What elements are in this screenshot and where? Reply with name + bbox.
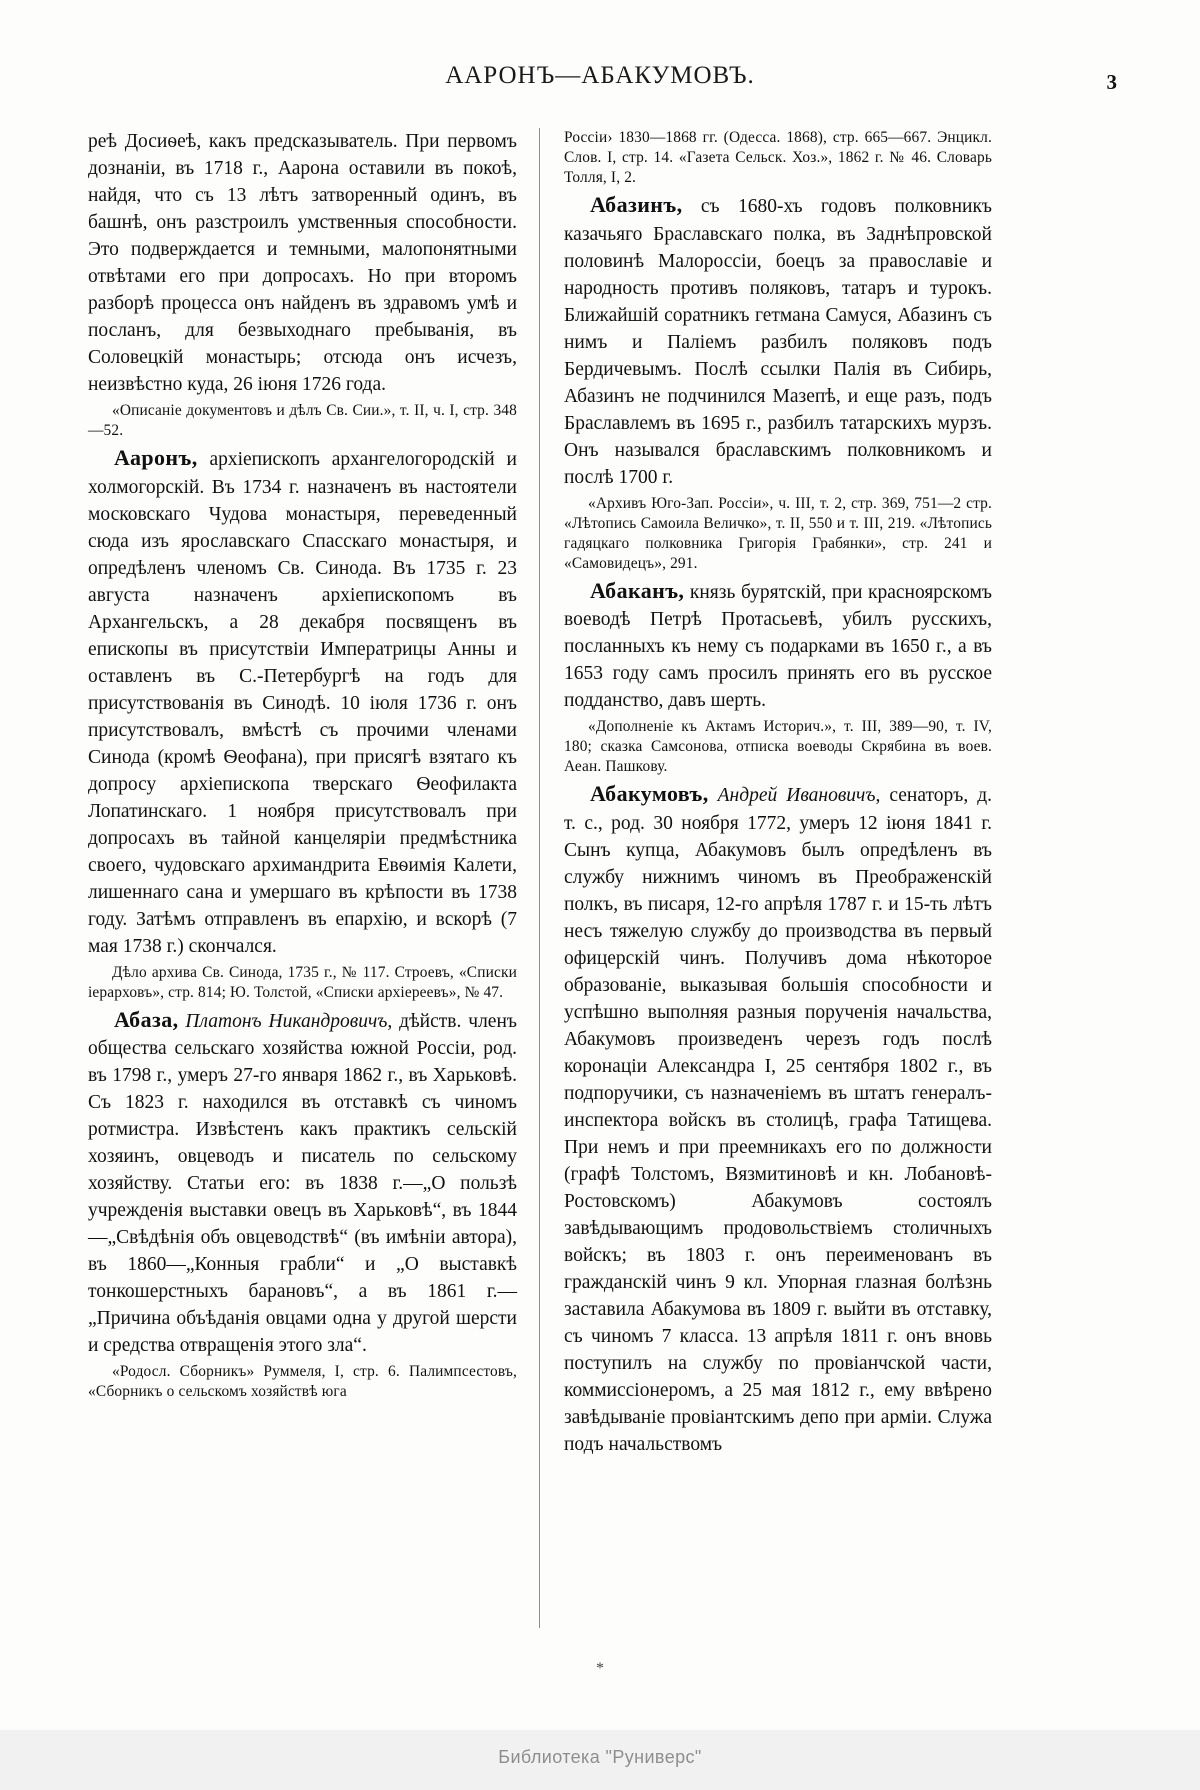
source-note: «Описаніе документовъ и дѣлъ Св. Сии.», т. II, ч. I, стр. 348—52. (88, 402, 517, 440)
entry-headword: Абаканъ, (590, 577, 685, 603)
source-note: Дѣло архива Св. Синода, 1735 г., № 117. Строевъ, «Списки іерарховъ», стр. 814; Ю. Толстой, «Списки архіереевъ», № 47. (88, 963, 517, 1001)
dictionary-entry (88, 443, 517, 959)
dictionary-entry (564, 190, 992, 490)
entry-text: сенаторъ, д. т. с., род. 30 ноября 1772, умеръ 12 іюня 1841 г. Сынъ купца, Абакумовъ былъ опредѣленъ въ службу нижнимъ чиномъ въ Преображенскій полкъ, въ писаря, 12-го апрѣля 1787 г. и 15-ть лѣтъ несъ тяжелую службу до производства въ первый офицерскій чинъ. Получивъ дома нѣкоторое образованіе, выказывая большія способности и успѣшно выполняя разныя порученія начальства, Абакумовъ произведенъ черезъ годъ послѣ коронаціи Александра I, 25 сентября 1802 г., въ подпоручики, съ назначеніемъ въ штатъ генералъ-инспектора войскъ въ столицѣ, графа Татищева. При немъ и при преемникахъ его по должности (графѣ Толстомъ, Вязмитиновѣ и кн. Лобановѣ-Ростовскомъ) Абакумовъ состоялъ завѣдывающимъ продовольствіемъ столичныхъ войскъ; въ 1803 г. онъ переименованъ въ гражданскій чинъ 9 кл. Упорная глазная болѣзнь заставила Абакумова въ 1809 г. выйти въ отставку, съ чиномъ 7 класса. 13 апрѣля 1811 г. онъ вновь поступилъ на службу по провіанчской части, коммиссіонеромъ, а 25 мая 1812 г., ему ввѣрено завѣдываніе провіантскимъ депо при арміи. Служа подъ начальствомъ (564, 785, 992, 1455)
right-column (540, 128, 992, 1628)
entry-text: князь бурятскій, при красноярскомъ воеводѣ Петрѣ Протасьевѣ, убилъ русскихъ, посланныхъ къ нему съ подарками въ 1650 г., а въ 1653 году самъ просилъ принять его въ русское подданство, давъ шерть. (564, 581, 992, 712)
running-title: ААРОНЪ—АБАКУМОВЪ. (445, 62, 755, 89)
dictionary-entry (564, 779, 992, 1457)
left-column (88, 128, 540, 1628)
dictionary-entry (88, 1005, 517, 1359)
entry-headword: Абакумовъ, (590, 781, 709, 807)
continued-source-note: Россіи› 1830—1868 гг. (Одесса. 1868), стр. 665—667. Энцикл. Слов. I, стр. 14. «Газета Сельск. Хоз.», 1862 г. № 46. Словарь Толля, I, 2. (564, 129, 992, 187)
source-note: «Дополненіе къ Актамъ Историч.», т. III, 389—90, т. IV, 180; сказка Самсонова, отписка воеводы Скрябина въ воев. Аеан. Пашкову. (564, 718, 992, 776)
page-header (0, 62, 1200, 90)
entry-headword: Абазинъ, (590, 192, 683, 218)
entry-headword: Ааронъ, (114, 445, 198, 471)
page-number: 3 (1106, 70, 1117, 94)
entry-text: съ 1680-хъ годовъ полковникъ казачьяго Браславскаго полка, въ Заднѣпровской половинѣ Малороссіи, боецъ за православіе и народность противъ поляковъ, татаръ и турокъ. Ближайшій соратникъ гетмана Самуся, Абазинъ съ нимъ и Паліемъ разбилъ поляковъ подъ Бердичевымъ. Послѣ ссылки Палія въ Сибирь, Абазинъ не подчинился Мазепѣ, и еще разъ, подъ Браславлемъ въ 1695 г., разбилъ татарскихъ мурзъ. Онъ назывался браславскимъ полковникомъ и послѣ 1700 г. (564, 196, 992, 488)
text-columns (88, 128, 1116, 1628)
entry-name-italic: Андрей Ивановичъ, (708, 785, 881, 807)
entry-headword: Абаза, (114, 1006, 179, 1032)
source-note: «Архивъ Юго-Зап. Россіи», ч. III, т. 2, стр. 369, 751—2 стр. «Лѣтопись Самоила Величко», т. II, 550 и т. III, 219. «Лѣтопись гадяцкаго полковника Григорія Грабянки», стр. 241 и «Самовидецъ», 291. (564, 494, 992, 572)
entry-name-italic: Платонъ Никандровичъ, (178, 1010, 393, 1032)
footnote-asterisk: * (596, 1660, 604, 1677)
continued-paragraph: реѣ Досиѳеѣ, какъ предсказыватель. При первомъ дознаніи, въ 1718 г., Аарона оставили въ покоѣ, найдя, что съ 13 лѣтъ затворенный одинъ, въ башнѣ, онъ разстроилъ умственныя способности. Это подверждается и темными, малопонятными отвѣтами его при допросахъ. Но при второмъ разборѣ процесса онъ найденъ въ здравомъ умѣ и посланъ, для безвыходнаго пребыванія, въ Соловецкій монастырь; отсюда онъ исчезъ, неизвѣстно куда, 26 іюня 1726 года. (88, 131, 517, 395)
library-watermark: Библиотека "Руниверс" (498, 1747, 702, 1767)
entry-text: дѣйств. членъ общества сельскаго хозяйства южной Россіи, род. въ 1798 г., умеръ 27-го января 1862 г., въ Харьковѣ. Съ 1823 г. находился въ отставкѣ съ чиномъ ротмистра. Извѣстенъ какъ практикъ сельскій хозяинъ, овцеводъ и писатель по сельскому хозяйству. Статьи его: въ 1838 г.—„О пользѣ учрежденія выставки овецъ въ Харьковѣ“, въ 1844—„Свѣдѣнія объ овцеводствѣ“ (въ имѣніи автора), въ 1860—„Конныя грабли“ и „О выставкѣ тонкошерстныхъ барановъ“, а въ 1861 г.—„Причина объѣданія овцами одна у другой шерсти и средства отвращенія этого зла“. (88, 1010, 517, 1356)
source-note: «Родосл. Сборникъ» Руммеля, I, стр. 6. Палимпсестовъ, «Сборникъ о сельскомъ хозяйствѣ юга (88, 1363, 517, 1401)
entry-text: архіепископъ архангелогородскій и холмогорскій. Въ 1734 г. назначенъ въ настоятели московскаго Чудова монастыря, переведенный сюда изъ ярославскаго Спасскаго монастыря, и опредѣленъ членомъ Св. Синода. Въ 1735 г. 23 августа назначенъ архіепископомъ въ Архангельскъ, а 28 декабря посвященъ въ епископы въ присутствіи Императрицы Анны и оставленъ въ С.-Петербургѣ на годъ для присутствованія въ Синодѣ. 10 іюля 1736 г. онъ присутствовалъ, вмѣстѣ съ прочими членами Синода (кромѣ Ѳеофана), при присягѣ взятаго къ допросу архіепископа тверскаго Ѳеофилакта Лопатинскаго. 1 ноября присутствовалъ при допросахъ въ тайной канцеляріи предмѣстника своего, чудовскаго архимандрита Евѳимія Калети, лишеннаго сана и умершаго въ крѣпости въ 1738 году. Затѣмъ отправленъ въ епархію, и вскорѣ (7 мая 1738 г.) скончался. (88, 449, 517, 957)
dictionary-entry (564, 576, 992, 714)
